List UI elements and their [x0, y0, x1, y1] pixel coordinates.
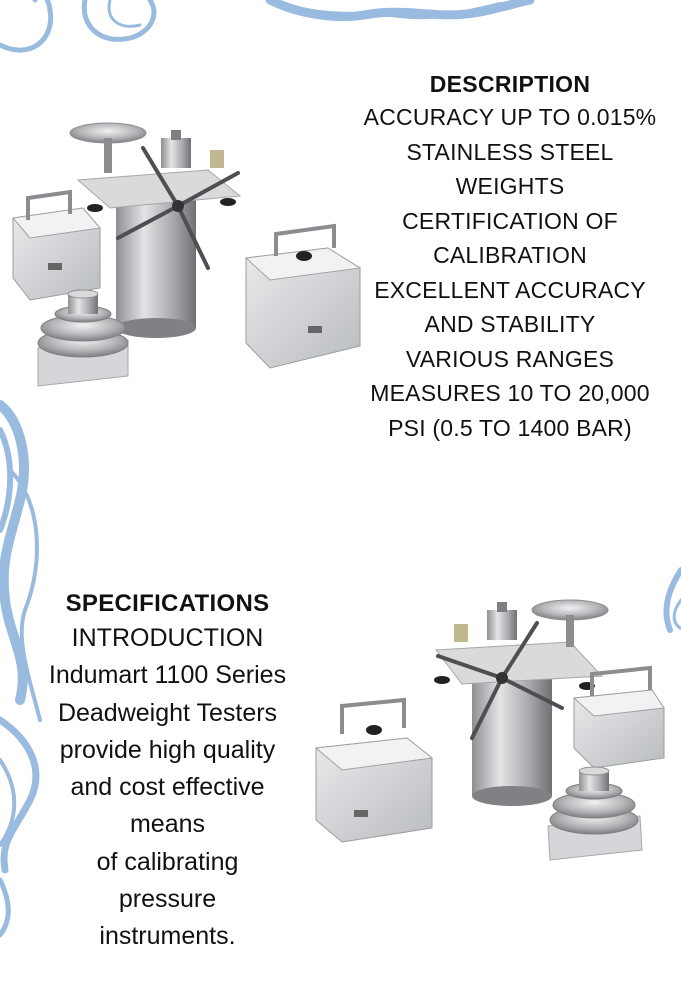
specifications-line: of calibrating [96, 847, 239, 876]
specifications-title: SPECIFICATIONS [65, 590, 270, 617]
specifications-line: Deadweight Testers [57, 698, 278, 727]
deadweight-tester-image-bottom [312, 598, 672, 868]
description-line: WEIGHTS [455, 173, 565, 199]
specifications-line: and cost effective [70, 773, 265, 802]
specifications-line: instruments. [99, 922, 236, 951]
description-title: DESCRIPTION [429, 71, 591, 97]
deadweight-tester-image-top [8, 118, 370, 390]
description-line: MEASURES 10 TO 20,000 [370, 380, 650, 406]
weight-box-left [316, 700, 432, 842]
weight-box-right [246, 226, 360, 368]
specifications-line: pressure [118, 885, 217, 914]
description-line: CALIBRATION [433, 242, 587, 268]
specifications-section [15, 588, 320, 956]
specifications-line: provide high quality [59, 735, 276, 764]
description-line: ACCURACY UP TO 0.015% [363, 104, 657, 130]
description-section [350, 68, 670, 445]
description-line: AND STABILITY [424, 311, 596, 337]
specifications-line: Indumart 1100 Series [48, 661, 287, 690]
description-line: STAINLESS STEEL [406, 138, 614, 165]
specifications-line: means [129, 810, 206, 839]
description-line: PSI (0.5 TO 1400 BAR) [388, 414, 632, 441]
description-line: EXCELLENT ACCURACY [374, 276, 646, 303]
weight-box-left [13, 192, 100, 300]
description-line: CERTIFICATION OF [402, 207, 618, 234]
specifications-line: INTRODUCTION [71, 624, 264, 652]
description-line: VARIOUS RANGES [405, 345, 615, 372]
